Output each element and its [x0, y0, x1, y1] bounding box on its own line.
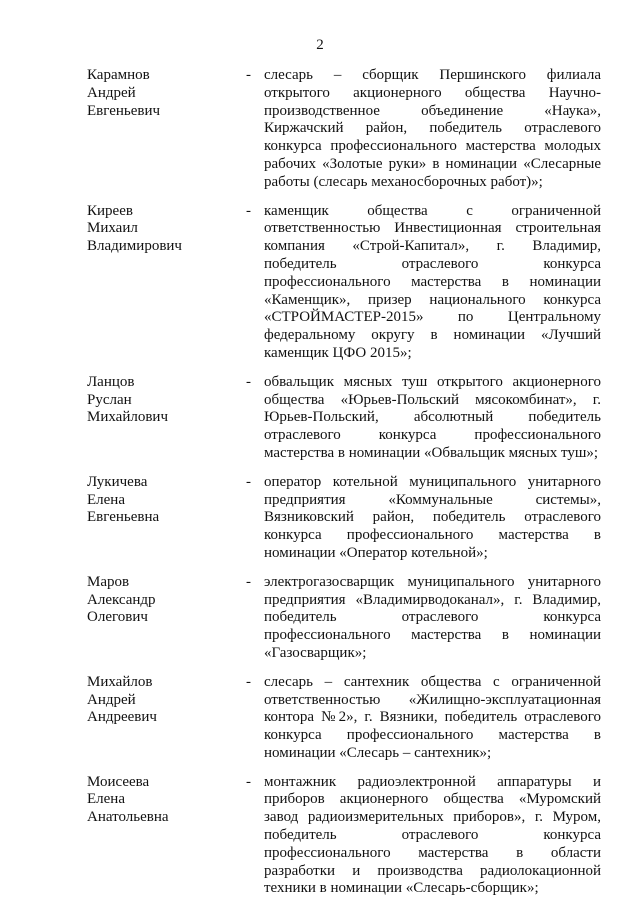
awardee-description: каменщик общества с ограниченной ответственностью Инвестиционная строительная компания «Строй-Капитал», г. Владимир, победитель отраслевого конкурса профессионального мастерства в номинации «Каменщик», призер национального конкурса «СТРОЙМАСТЕР-2015» по Центральному федеральному округу в номинации «Лучший каменщик ЦФО 2015»;: [264, 202, 601, 361]
awardee-surname: Киреев: [87, 202, 133, 219]
awardee-name: [87, 67, 237, 120]
awardee-description: оператор котельной муниципального унитарного предприятия «Коммунальные системы», Вязниковский район, победитель отраслевого конкурса профессионального мастерства в номинации «Оператор котельной»;: [264, 473, 601, 561]
awardee-description: монтажник радиоэлектронной аппаратуры и приборов акционерного общества «Муромский завод радиоизмерительных приборов», г. Муром, победитель отраслевого конкурса профессионального мастерства в области разработки и производства радиолокационной техники в номинации «Слесарь-сборщик»;: [264, 773, 601, 897]
awardee-name: [87, 374, 237, 427]
awardee-entry: [0, 574, 640, 663]
awardee-entry: [0, 674, 640, 763]
awardee-name: [87, 574, 237, 627]
awardee-entry: [0, 774, 640, 899]
awardee-name: [87, 774, 237, 827]
awardee-first-name: Руслан: [87, 391, 132, 408]
awardee-patronymic: Евгеньевна: [87, 509, 160, 526]
entry-dash: -: [246, 202, 251, 219]
awardee-entry: [0, 474, 640, 563]
awardee-surname: Ланцов: [87, 373, 135, 390]
awardee-name: [87, 674, 237, 727]
page-number: 2: [316, 37, 324, 53]
awardee-entry: [0, 67, 640, 192]
awardee-first-name: Елена: [87, 491, 125, 508]
awardee-description: слесарь – сборщик Першинского филиала открытого акционерного общества Научно-производственное объединение «Наука», Киржачский район, победитель отраслевого конкурса профессионального мастерства молодых рабочих «Золотые руки» в номинации «Слесарные работы (слесарь механосборочных работ)»;: [264, 67, 601, 190]
awardee-surname: Лукичева: [87, 473, 148, 490]
entry-dash: -: [246, 473, 251, 490]
awardee-surname: Маров: [87, 573, 130, 590]
entry-dash: -: [246, 673, 251, 690]
awardee-entry: [0, 374, 640, 463]
awardee-patronymic: Владимирович: [87, 238, 182, 255]
awardee-patronymic: Олегович: [87, 609, 148, 626]
awardee-surname: Михайлов: [87, 673, 153, 690]
awardee-entry: [0, 203, 640, 363]
awardee-patronymic: Анатольевна: [87, 809, 169, 826]
awardee-description: обвальщик мясных туш открытого акционерного общества «Юрьев-Польский мясокомбинат», г. Юрьев-Польский, абсолютный победитель отраслевого конкурса профессионального мастерства в номинации «Обвальщик мясных туш»;: [264, 373, 601, 461]
awardee-first-name: Елена: [87, 791, 125, 808]
awardee-first-name: Андрей: [87, 84, 136, 101]
awardee-surname: Карамнов: [87, 67, 150, 83]
entry-dash: -: [246, 573, 251, 590]
awardee-name: [87, 474, 237, 527]
awardee-first-name: Андрей: [87, 691, 136, 708]
awardee-patronymic: Андреевич: [87, 709, 157, 726]
awardee-name: [87, 203, 237, 256]
awardee-surname: Моисеева: [87, 773, 150, 790]
awardee-first-name: Александр: [87, 591, 156, 608]
awardee-description: слесарь – сантехник общества с ограниченной ответственностью «Жилищно-эксплуатационная контора №2», г. Вязники, победитель отраслевого конкурса профессионального мастерства в номинации «Слесарь – сантехник»;: [264, 673, 601, 761]
entry-dash: -: [246, 773, 251, 790]
awardee-description: электрогазосварщик муниципального унитарного предприятия «Владимирводоканал», г. Владимир, победитель отраслевого конкурса профессионального мастерства в номинации «Газосварщик»;: [264, 573, 601, 661]
entry-dash: -: [246, 373, 251, 390]
awardee-patronymic: Михайлович: [87, 409, 168, 426]
awardee-list: [0, 67, 640, 909]
awardee-patronymic: Евгеньевич: [87, 102, 161, 119]
awardee-first-name: Михаил: [87, 220, 138, 237]
entry-dash: -: [246, 67, 251, 83]
